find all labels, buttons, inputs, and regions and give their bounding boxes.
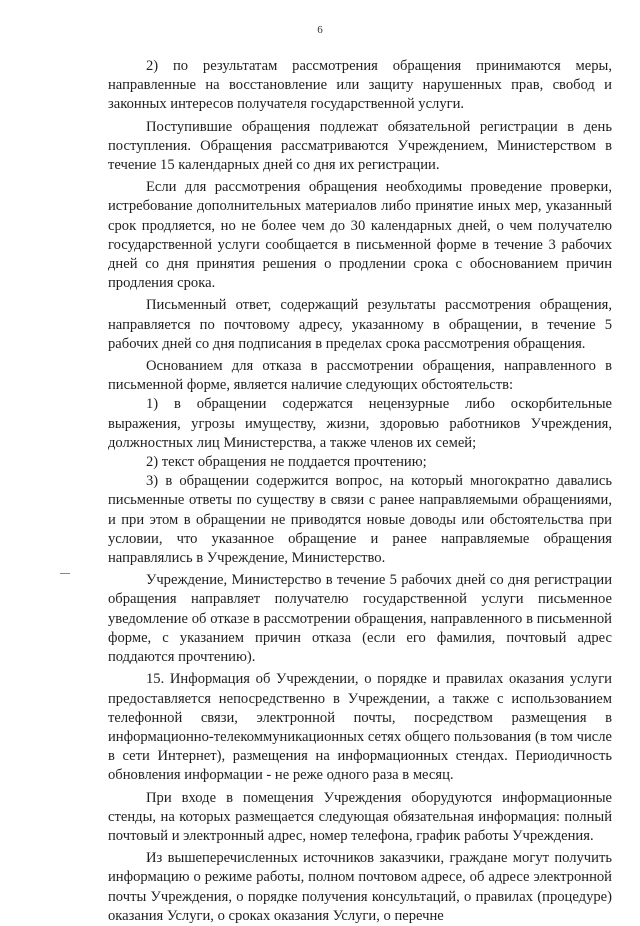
paragraph-measures: 2) по результатам рассмотрения обращения принимаются меры, направленные на восстановление или защиту нарушенных прав, свобод и законных интересов получателя государственной услуги. <box>108 58 612 113</box>
paragraph-registration: Поступившие обращения подлежат обязательной регистрации в день поступления. Обращения рассматриваются Учреждением, Министерством в течение 15 календарных дней со дня их регистрации. <box>108 118 612 174</box>
paragraph-extension: Если для рассмотрения обращения необходимы проведение проверки, истребование дополнительных материалов либо принятие иных мер, указанный срок продляется, но не более чем до 30 календарных дней, о чем получателю государственной услуги сообщается в письменной форме в течение 3 рабочих дней со дня принятия решения о продлении срока с обоснованием причин продления срока. <box>108 179 612 292</box>
paragraph-refusal-notice: Учреждение, Министерство в течение 5 рабочих дней со дня регистрации обращения направляет получателю государственной услуги письменное уведомление об отказе в рассмотрении обращения, направленного в письменной форме, с указанием причин отказа (если его фамилия, почтовый адрес поддаются прочтению). <box>108 572 612 666</box>
body-text <box>108 57 612 926</box>
paragraph-sources: Из вышеперечисленных источников заказчики, граждане могут получить информацию о режиме работы, полном почтовом адресе, об адресе электронной почты Учреждения, о порядке получения консультаций, о правилах (процедуре) оказания Услуги, о сроках оказания Услуги, о перечне <box>108 850 612 924</box>
paragraph-stands: При входе в помещения Учреждения оборудуются информационные стенды, на которых размещается следующая обязательная информация: полный почтовый и электронный адрес, номер телефона, график работы Учреждения. <box>108 789 612 844</box>
paragraph-written-answer: Письменный ответ, содержащий результаты рассмотрения обращения, направляется по почтовому адресу, указанному в обращении, в течение 5 рабочих дней со дня подписания в пределах срока рассмотрения обращения. <box>108 297 612 352</box>
paragraph-information: 15. Информация об Учреждении, о порядке и правилах оказания услуги предоставляется непосредственно в Учреждении, а также с использованием телефонной связи, электронной почты, посредством размещения в информационно-телекоммуникационных сетях общего пользования (в том числе в сети Интернет), размещения на информационных стендах. Периодичность обновления информации - не реже одного раза в месяц. <box>108 671 612 784</box>
paragraph-refusal-grounds: Основанием для отказа в рассмотрении обращения, направленного в письменной форме, является наличие следующих обстоятельств: <box>108 358 612 394</box>
list-item-obscene: 1) в обращении содержатся нецензурные либо оскорбительные выражения, угрозы имуществу, жизни, здоровью работников Учреждения, должностных лиц Министерства, а также членов их семей; <box>108 396 612 451</box>
page-number: 6 <box>317 24 323 36</box>
list-item-repeated: 3) в обращении содержится вопрос, на который многократно давались письменные ответы по существу в связи с ранее направляемыми обращениями, и при этом в обращении не приводятся новые доводы или обстоятельства при условии, что указанное обращение и ранее направляемые обращения направлялись в Учреждение, Министерство. <box>108 473 612 567</box>
margin-mark <box>60 573 70 574</box>
list-item-unreadable: 2) текст обращения не поддается прочтению; <box>146 454 427 471</box>
